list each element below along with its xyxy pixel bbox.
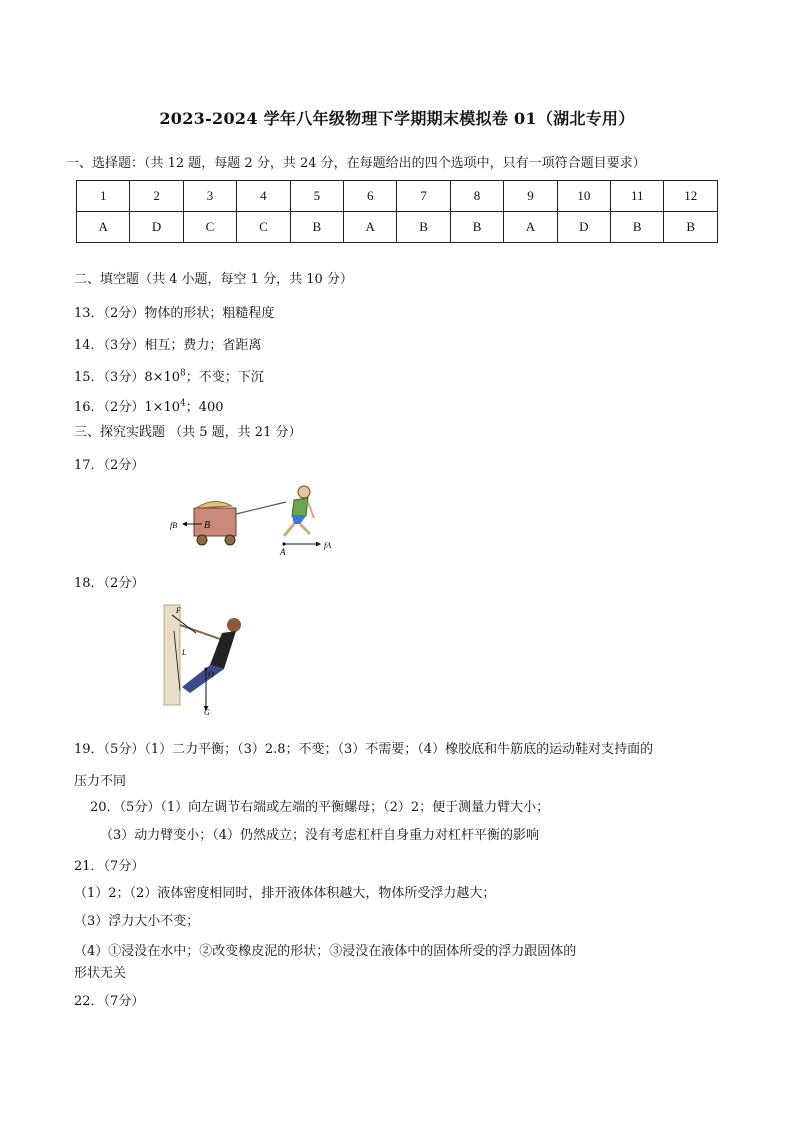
answer-q21-line4: 形状无关 (74, 966, 127, 981)
pull-rope (236, 502, 286, 514)
label-b: B (204, 520, 211, 531)
choice-answer-table (76, 180, 718, 243)
section3-heading: 三、探究实践题 （共 5 题，共 21 分） (74, 425, 302, 440)
table-cell: 3 (183, 181, 236, 212)
answer-q21-line2: （3）浮力大小不变； (74, 914, 200, 929)
answer-q15 (74, 366, 264, 385)
answer-q21-line3: （4）①浸没在水中；②改变橡皮泥的形状；③浸没在液体中的固体所受的浮力跟固体的 (74, 944, 577, 959)
section2-heading: 二、填空题（共 4 小题，每空 1 分，共 10 分） (74, 272, 353, 287)
pole (164, 605, 180, 705)
cart-wheel-right (225, 535, 235, 545)
table-cell: D (130, 212, 183, 243)
q16-rest: ；400 (185, 400, 224, 415)
table-cell: C (237, 212, 290, 243)
table-cell: A (504, 212, 557, 243)
table-cell: 6 (344, 181, 397, 212)
q16-exponent: 4 (180, 398, 186, 409)
q15-text: 15．（3分）8×10 (74, 370, 181, 385)
child-arm (308, 502, 314, 518)
arm (180, 625, 220, 639)
label-fb: fB (170, 521, 178, 530)
table-cell: 2 (130, 181, 183, 212)
table-cell: 9 (504, 181, 557, 212)
child-leg-back (284, 524, 294, 536)
answer-q16 (74, 396, 224, 415)
table-cell: 5 (290, 181, 343, 212)
table-cell: B (664, 212, 718, 243)
answer-q22: 22．（7分） (74, 994, 145, 1009)
answer-q19-line2: 压力不同 (74, 774, 127, 789)
answer-q20-line2: （3）动力臂变小；（4）仍然成立；没有考虑杠杆自身重力对杠杆平衡的影响 (100, 828, 540, 843)
answer-q20-line1: 20．（5分）（1）向左调节右端或左端的平衡螺母；（2）2；便于测量力臂大小； (90, 800, 550, 815)
child-shirt (292, 498, 308, 516)
label-a: A (280, 547, 286, 556)
cart-body (194, 508, 236, 536)
answer-q19-line1: 19．（5分）（1）二力平衡；（3）2.8；不变；（3）不需要；（4）橡胶底和牛筋底的运动鞋对支持面的 (74, 742, 654, 757)
label-f: F (176, 606, 181, 615)
table-cell: 7 (397, 181, 450, 212)
answer-q17: 17．（2分） (74, 458, 145, 473)
q15-rest: ；不变；下沉 (185, 370, 264, 385)
table-cell: 11 (611, 181, 664, 212)
child-shorts (292, 516, 306, 524)
page-title: 2023-2024 学年八年级物理下学期期末模拟卷 01（湖北专用） (159, 109, 635, 128)
arrow-fa-head (316, 542, 321, 547)
woman-head (227, 618, 241, 632)
table-cell: A (77, 212, 130, 243)
table-cell: B (290, 212, 343, 243)
label-g: G (204, 708, 210, 715)
table-cell: A (344, 212, 397, 243)
answer-q21-line1: （1）2；（2）液体密度相同时，排开液体体积越大，物体所受浮力越大； (74, 886, 496, 901)
table-cell: B (397, 212, 450, 243)
table-cell: D (557, 212, 610, 243)
answer-q18: 18．（2分） (74, 576, 145, 591)
q16-text: 16．（2分）1×10 (74, 400, 181, 415)
figure-q17-cart (166, 480, 346, 556)
answer-q13: 13．（2分）物体的形状；粗糙程度 (74, 306, 275, 321)
table-cell: 1 (77, 181, 130, 212)
label-fa: fA (324, 541, 332, 550)
table-row-answers (77, 212, 718, 243)
cart-wheel-left (197, 535, 207, 545)
label-l: L (182, 648, 187, 657)
table-cell: 10 (557, 181, 610, 212)
table-cell: 4 (237, 181, 290, 212)
woman-legs (182, 665, 224, 693)
answer-q21-head: 21．（7分） (74, 859, 145, 874)
table-cell: C (183, 212, 236, 243)
table-cell: B (450, 212, 503, 243)
answer-q14: 14．（3分）相互；费力；省距离 (74, 338, 262, 353)
label-o: O (208, 670, 214, 679)
table-cell: 12 (664, 181, 718, 212)
table-row-numbers (77, 181, 718, 212)
figure-q18-lever (160, 603, 250, 715)
table-cell: 8 (450, 181, 503, 212)
cart-load (196, 501, 232, 508)
child-head (298, 486, 310, 498)
section1-heading: 一、选择题：（共 12 题，每题 2 分，共 24 分，在每题给出的四个选项中，只有一项符合题目要求） (66, 156, 646, 171)
child-leg-front (300, 524, 310, 534)
arrow-fb-head (182, 522, 187, 527)
table-cell: B (611, 212, 664, 243)
q15-exponent: 8 (180, 368, 186, 379)
